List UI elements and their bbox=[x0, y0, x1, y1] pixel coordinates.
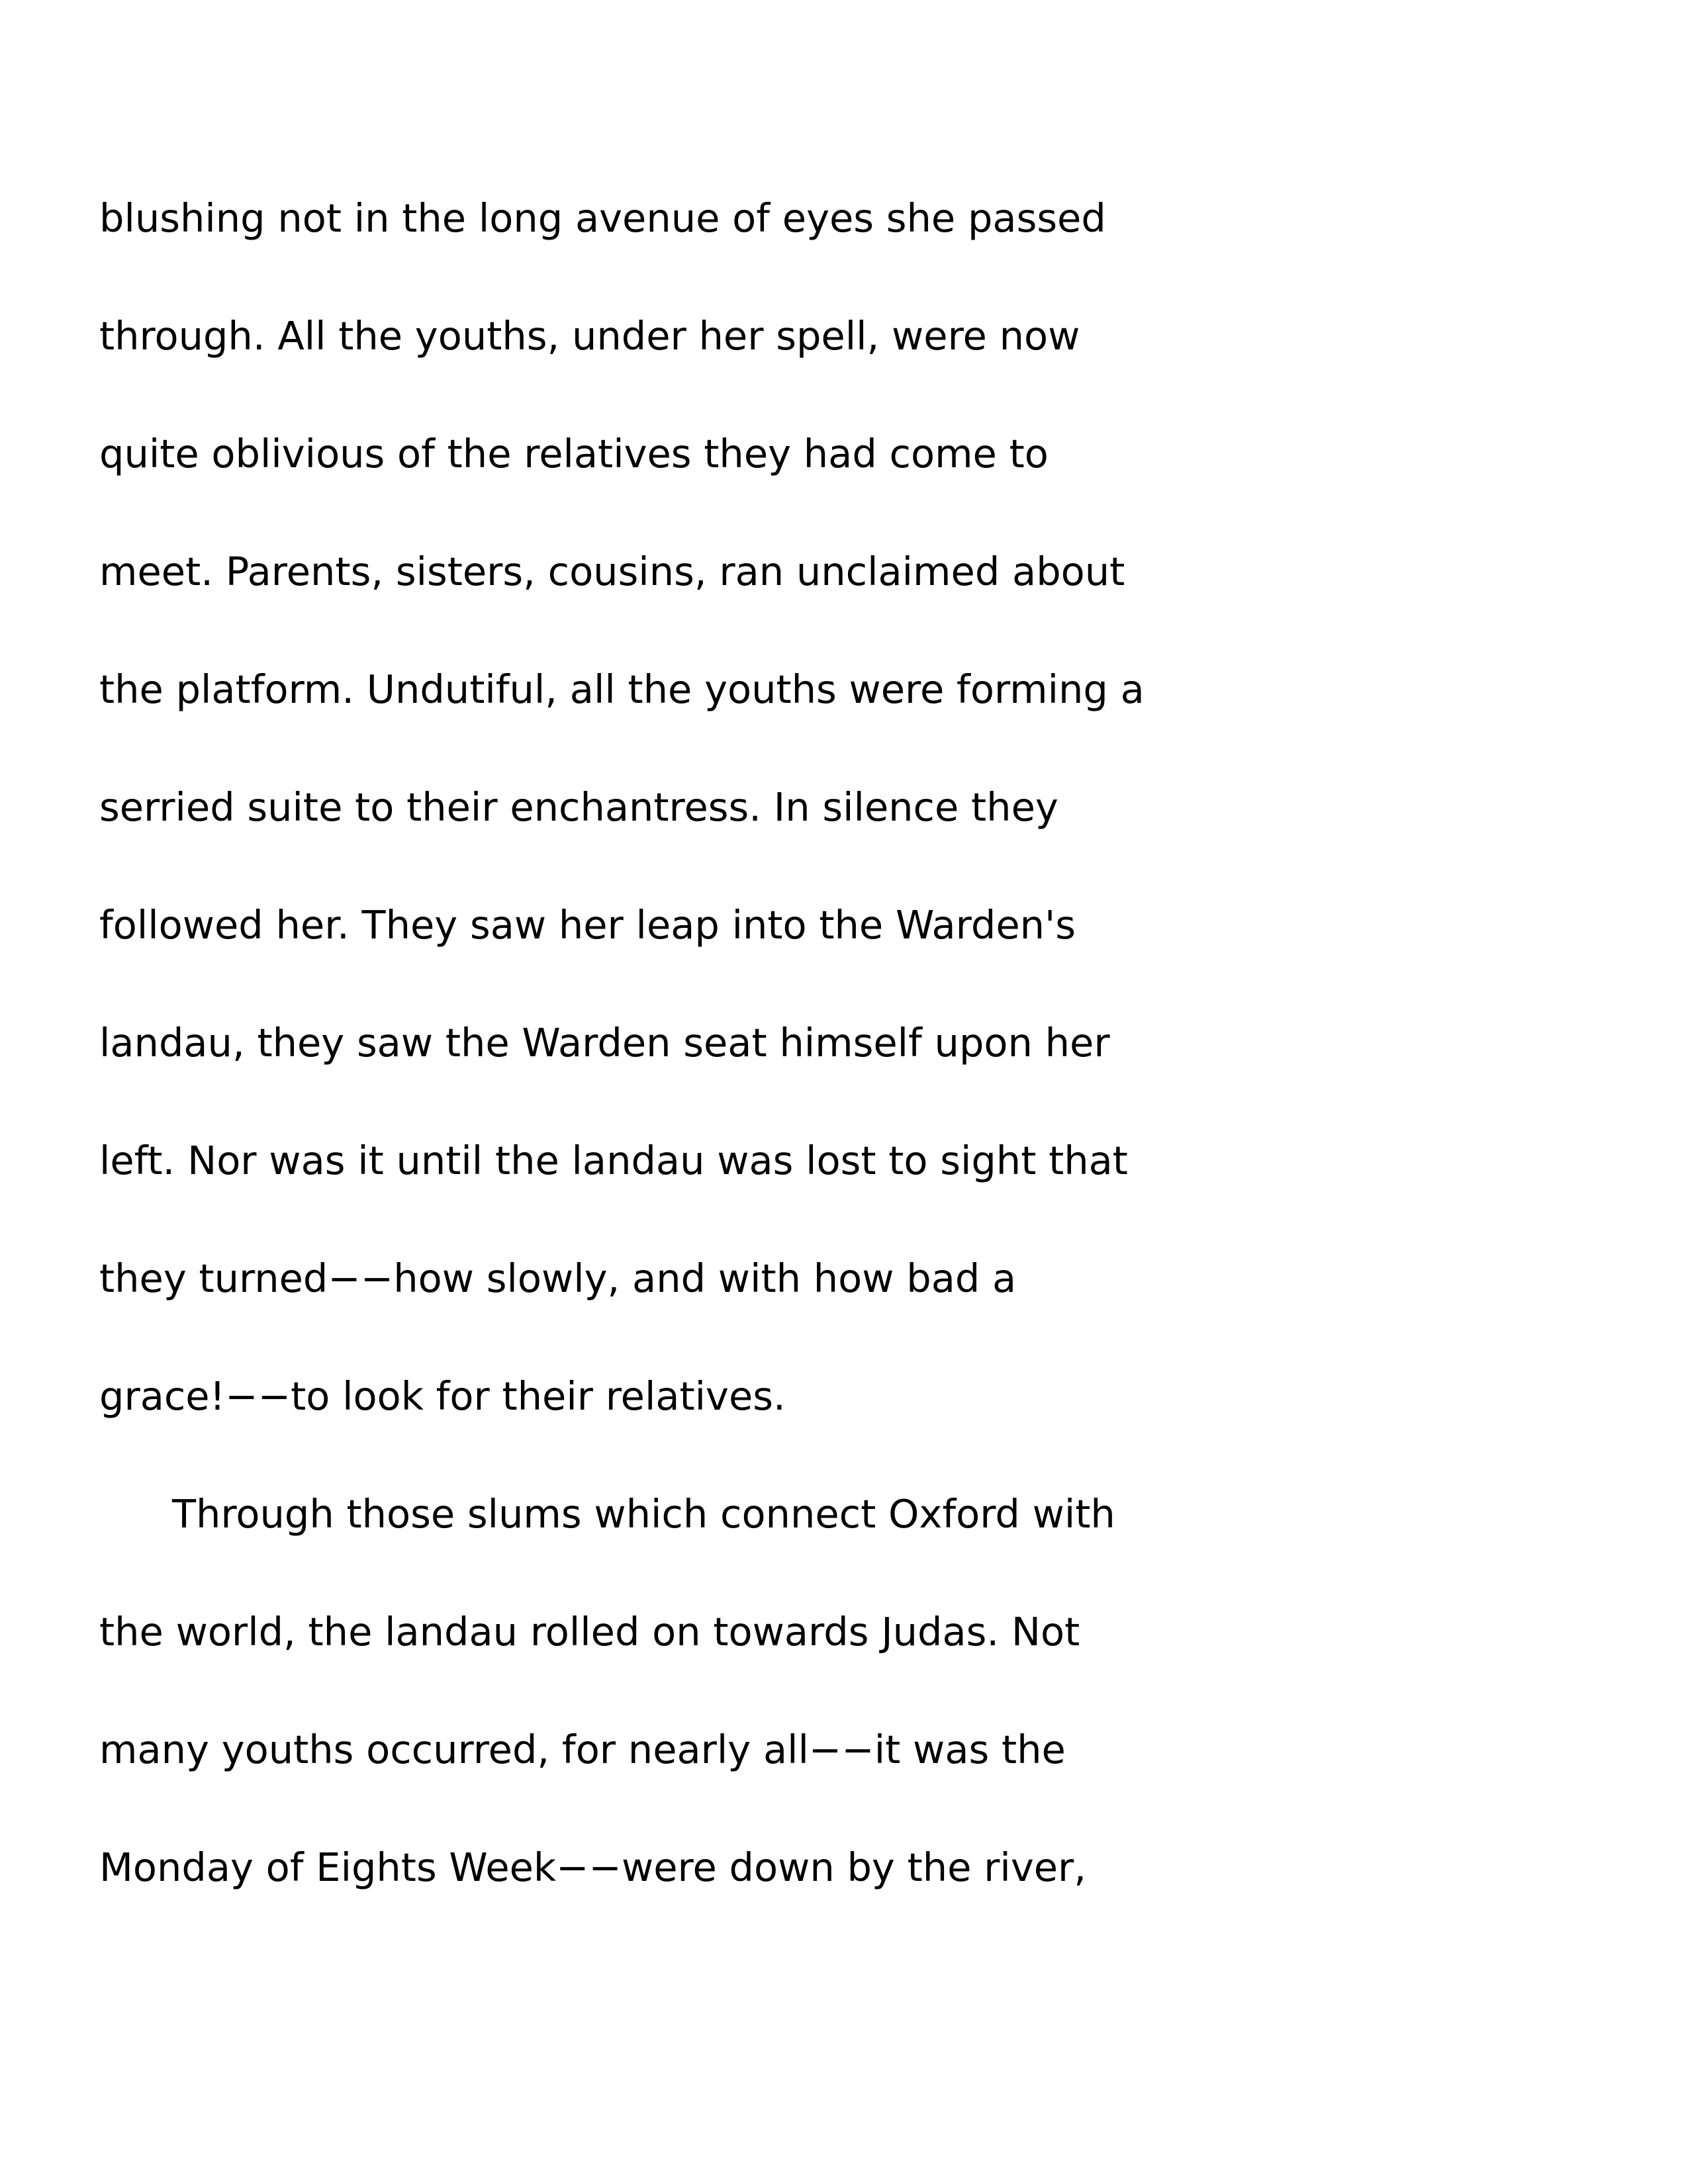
text-body bbox=[99, 195, 1589, 1966]
text-line: followed her. They saw her leap into the Warden's bbox=[99, 902, 1076, 948]
text-line: the world, the landau rolled on towards Judas. Not bbox=[99, 1609, 1080, 1655]
text-line: they turned−−how slowly, and with how bad a bbox=[99, 1255, 1017, 1301]
text-line: blushing not in the long avenue of eyes she passed bbox=[99, 195, 1106, 241]
text-line: the platform. Undutiful, all the youths were forming a bbox=[99, 666, 1145, 712]
text-line: Monday of Eights Week−−were down by the river, bbox=[99, 1844, 1087, 1890]
text-line: through. All the youths, under her spell, were now bbox=[99, 313, 1080, 359]
text-line: quite oblivious of the relatives they had come to bbox=[99, 431, 1049, 477]
text-line: left. Nor was it until the landau was lost to sight that bbox=[99, 1138, 1128, 1183]
paragraph-start-line: Through those slums which connect Oxford with bbox=[172, 1491, 1115, 1537]
text-line: grace!−−to look for their relatives. bbox=[99, 1373, 786, 1419]
text-line: serried suite to their enchantress. In silence they bbox=[99, 784, 1058, 830]
text-line: many youths occurred, for nearly all−−it was the bbox=[99, 1727, 1066, 1772]
text-line: landau, they saw the Warden seat himself upon her bbox=[99, 1020, 1110, 1066]
text-line: meet. Parents, sisters, cousins, ran unclaimed about bbox=[99, 549, 1125, 594]
